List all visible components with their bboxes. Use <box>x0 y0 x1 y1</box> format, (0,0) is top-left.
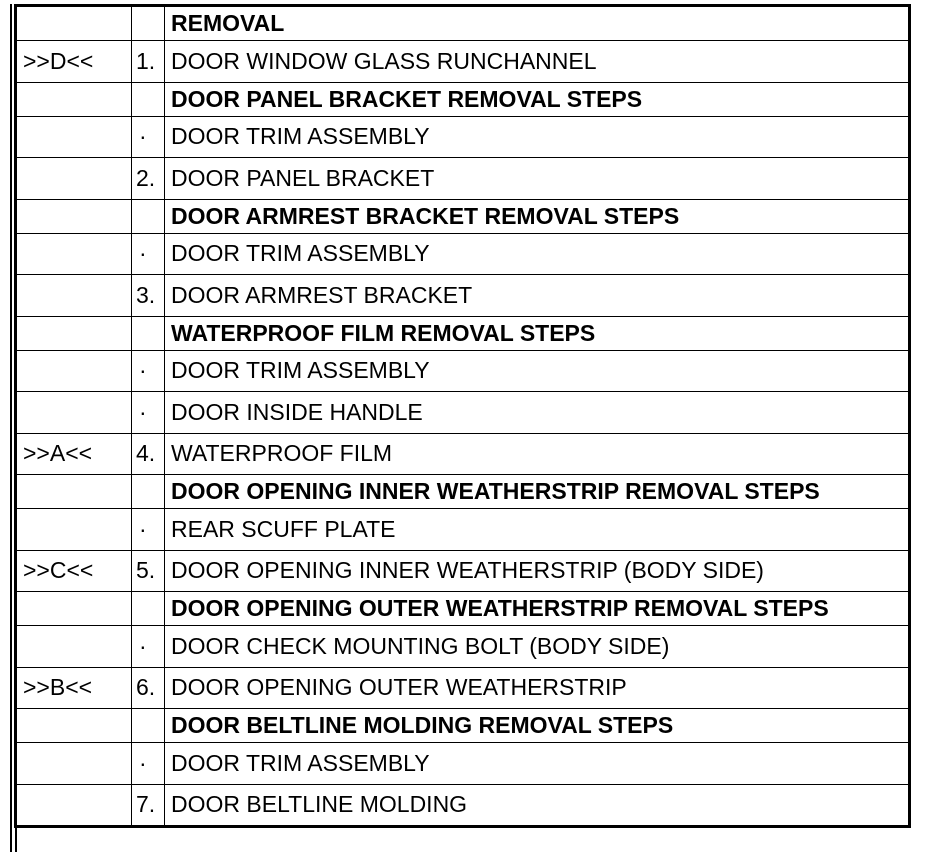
ref-cell <box>16 82 132 116</box>
heading-cell: DOOR BELTLINE MOLDING REMOVAL STEPS <box>165 709 910 743</box>
table-row <box>16 550 910 592</box>
step-cell <box>132 6 165 41</box>
ref-cell <box>16 509 132 551</box>
ref-cell <box>16 158 132 200</box>
table-row <box>16 199 910 233</box>
table-row <box>16 433 910 475</box>
step-cell <box>132 82 165 116</box>
step-cell <box>132 475 165 509</box>
table-row <box>16 233 910 275</box>
ref-cell <box>16 316 132 350</box>
heading-cell: REMOVAL <box>165 6 910 41</box>
table-row <box>16 743 910 785</box>
item-cell: DOOR TRIM ASSEMBLY <box>165 233 910 275</box>
bullet-cell: · <box>132 392 165 434</box>
ref-cell: >>D<< <box>16 41 132 83</box>
table-row <box>16 709 910 743</box>
table-row <box>16 275 910 317</box>
step-cell: 7. <box>132 784 165 827</box>
heading-cell: DOOR OPENING INNER WEATHERSTRIP REMOVAL STEPS <box>165 475 910 509</box>
table-row <box>16 316 910 350</box>
table-row <box>16 475 910 509</box>
step-cell: 2. <box>132 158 165 200</box>
step-cell <box>132 709 165 743</box>
step-cell: 3. <box>132 275 165 317</box>
ref-cell <box>16 592 132 626</box>
ref-cell <box>16 350 132 392</box>
item-cell: DOOR PANEL BRACKET <box>165 158 910 200</box>
item-cell: DOOR CHECK MOUNTING BOLT (BODY SIDE) <box>165 626 910 668</box>
table-row <box>16 509 910 551</box>
item-cell: DOOR INSIDE HANDLE <box>165 392 910 434</box>
item-cell: DOOR TRIM ASSEMBLY <box>165 350 910 392</box>
step-cell: 4. <box>132 433 165 475</box>
ref-cell <box>16 626 132 668</box>
table-row <box>16 82 910 116</box>
item-cell: DOOR ARMREST BRACKET <box>165 275 910 317</box>
heading-cell: DOOR ARMREST BRACKET REMOVAL STEPS <box>165 199 910 233</box>
bullet-cell: · <box>132 233 165 275</box>
item-cell: DOOR BELTLINE MOLDING <box>165 784 910 827</box>
bullet-cell: · <box>132 116 165 158</box>
ref-cell <box>16 392 132 434</box>
step-cell <box>132 592 165 626</box>
ref-cell: >>B<< <box>16 667 132 709</box>
ref-cell: >>C<< <box>16 550 132 592</box>
bullet-cell: · <box>132 743 165 785</box>
heading-cell: WATERPROOF FILM REMOVAL STEPS <box>165 316 910 350</box>
removal-steps-table <box>14 4 911 828</box>
ref-cell <box>16 784 132 827</box>
ref-cell: >>A<< <box>16 433 132 475</box>
heading-cell: DOOR PANEL BRACKET REMOVAL STEPS <box>165 82 910 116</box>
bullet-cell: · <box>132 626 165 668</box>
step-cell <box>132 316 165 350</box>
item-cell: DOOR TRIM ASSEMBLY <box>165 743 910 785</box>
table-row <box>16 41 910 83</box>
step-cell <box>132 199 165 233</box>
bullet-cell: · <box>132 509 165 551</box>
table-row <box>16 667 910 709</box>
table-row <box>16 626 910 668</box>
item-cell: REAR SCUFF PLATE <box>165 509 910 551</box>
table-row <box>16 116 910 158</box>
step-cell: 6. <box>132 667 165 709</box>
ref-cell <box>16 743 132 785</box>
heading-cell: DOOR OPENING OUTER WEATHERSTRIP REMOVAL STEPS <box>165 592 910 626</box>
table-row <box>16 350 910 392</box>
ref-cell <box>16 116 132 158</box>
step-cell: 1. <box>132 41 165 83</box>
item-cell: DOOR OPENING OUTER WEATHERSTRIP <box>165 667 910 709</box>
ref-cell <box>16 475 132 509</box>
table-row <box>16 592 910 626</box>
item-cell: DOOR OPENING INNER WEATHERSTRIP (BODY SIDE) <box>165 550 910 592</box>
ref-cell <box>16 275 132 317</box>
item-cell: WATERPROOF FILM <box>165 433 910 475</box>
ref-cell <box>16 6 132 41</box>
ref-cell <box>16 199 132 233</box>
table-row <box>16 158 910 200</box>
table-row <box>16 392 910 434</box>
step-cell: 5. <box>132 550 165 592</box>
item-cell: DOOR TRIM ASSEMBLY <box>165 116 910 158</box>
ref-cell <box>16 709 132 743</box>
bullet-cell: · <box>132 350 165 392</box>
table-row <box>16 6 910 41</box>
ref-cell <box>16 233 132 275</box>
table-row <box>16 784 910 827</box>
item-cell: DOOR WINDOW GLASS RUNCHANNEL <box>165 41 910 83</box>
table-body <box>16 6 910 827</box>
